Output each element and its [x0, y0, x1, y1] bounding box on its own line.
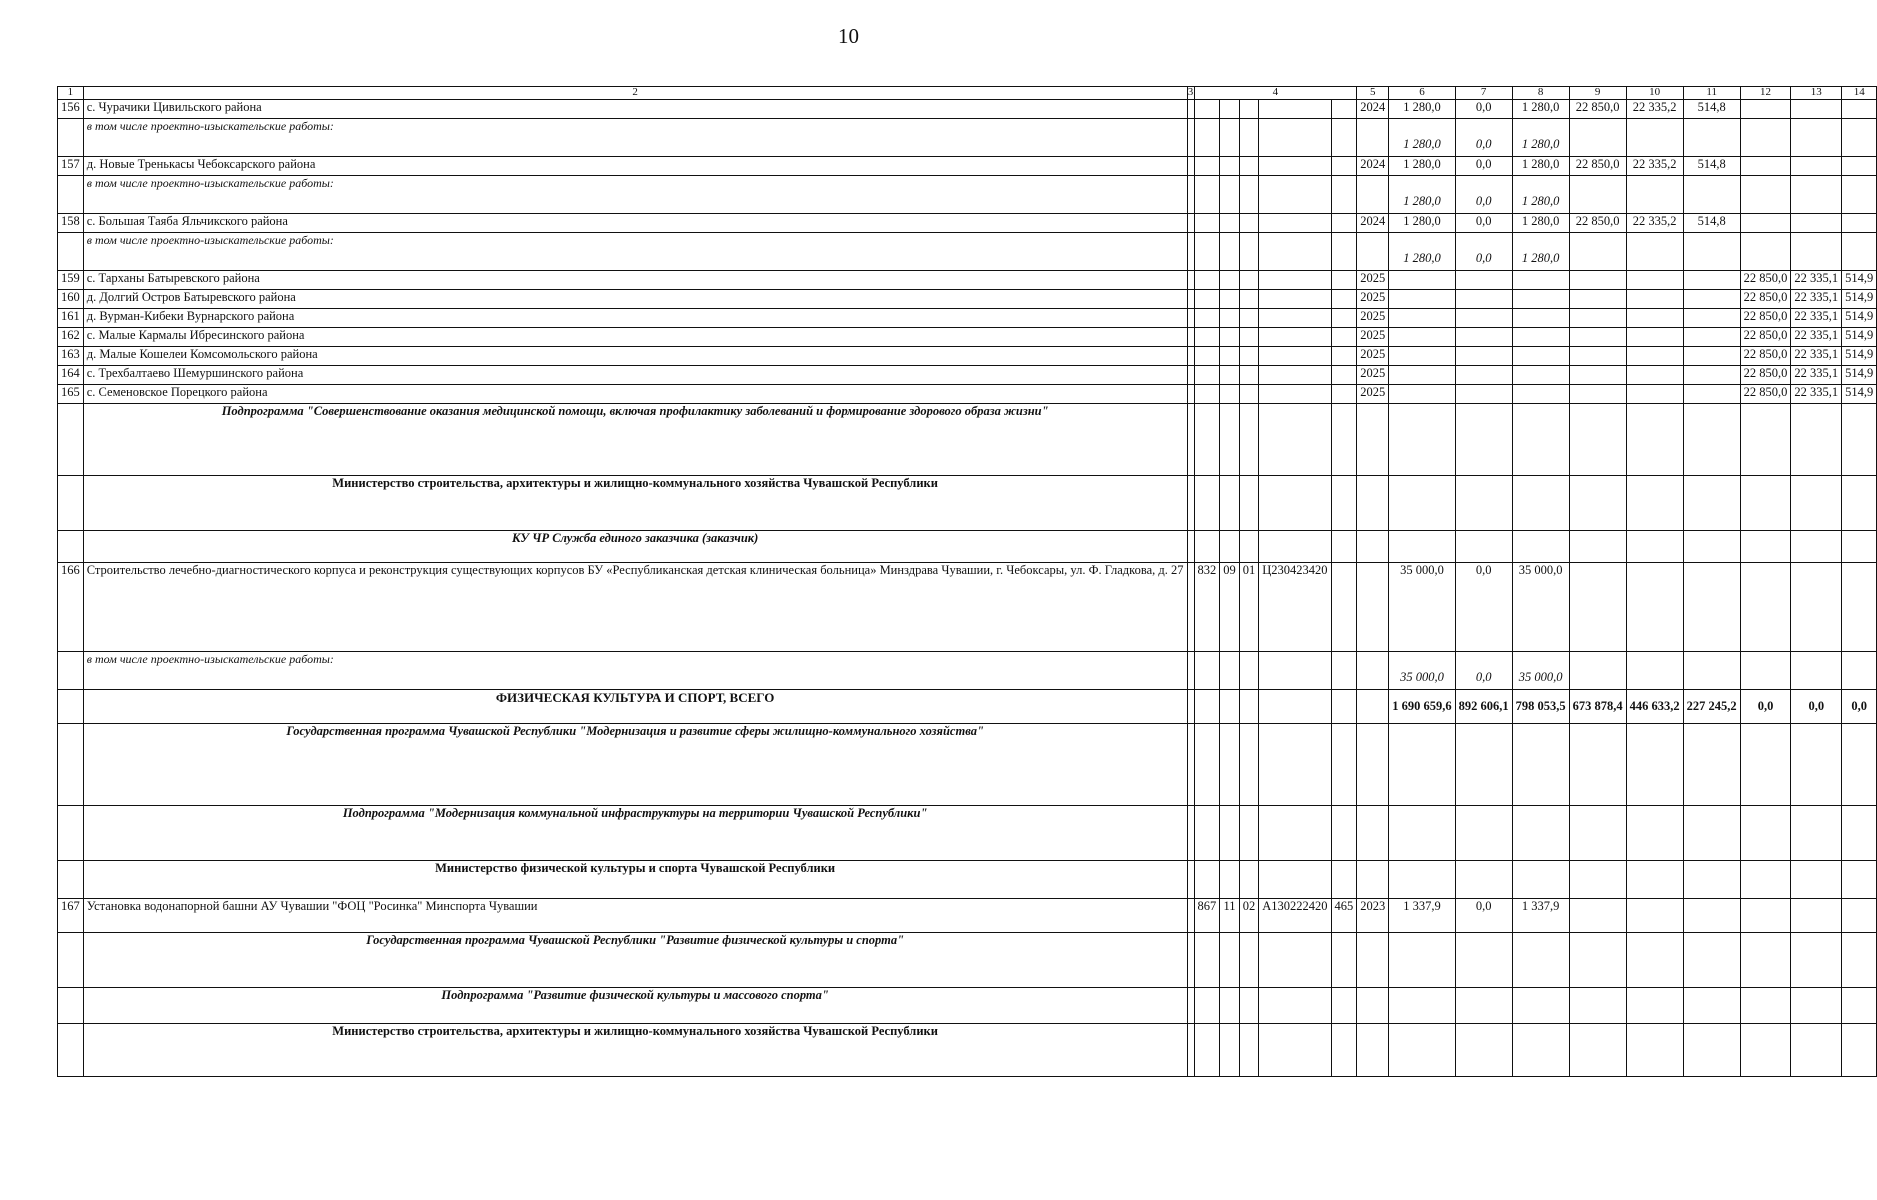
code-cell: 02 — [1239, 899, 1259, 933]
column-header-row — [58, 87, 1877, 100]
table-row — [58, 214, 1877, 233]
column-header: 12 — [1740, 87, 1791, 100]
code-cell: 11 — [1220, 899, 1240, 933]
column-header: 9 — [1569, 87, 1626, 100]
table-row — [58, 176, 1877, 214]
table-row — [58, 563, 1877, 652]
table-row — [58, 385, 1877, 404]
section-row — [58, 531, 1877, 563]
column-header: 8 — [1512, 87, 1569, 100]
value-cell: 22 335,1 — [1791, 347, 1842, 366]
value-cell: 22 335,2 — [1626, 100, 1683, 119]
column-header: 2 — [83, 87, 1187, 100]
year-cell: 2025 — [1357, 328, 1389, 347]
total-value: 0,0 — [1740, 690, 1791, 724]
subprogram-heading: Подпрограмма "Развитие физической культуры и массового спорта" — [83, 988, 1187, 1024]
value-cell: 514,8 — [1683, 157, 1740, 176]
object-name: д. Вурман-Кибеки Вурнарского района — [83, 309, 1187, 328]
subprogram-heading: Подпрограмма "Совершенствование оказания медицинской помощи, включая профилактику заболеваний и формирование здорового образа жизни" — [83, 404, 1187, 476]
value-cell: 22 850,0 — [1740, 271, 1791, 290]
total-row — [58, 690, 1877, 724]
column-header: 1 — [58, 87, 84, 100]
column-header: 14 — [1842, 87, 1877, 100]
value-cell: 22 335,1 — [1791, 290, 1842, 309]
value-cell: 514,8 — [1683, 100, 1740, 119]
table-row — [58, 652, 1877, 690]
ministry-heading: Министерство строительства, архитектуры и жилищно-коммунального хозяйства Чувашской Республики — [83, 476, 1187, 531]
customer-heading: КУ ЧР Служба единого заказчика (заказчик) — [83, 531, 1187, 563]
value-cell: 0,0 — [1455, 176, 1512, 214]
value-cell: 1 280,0 — [1512, 233, 1569, 271]
year-cell: 2025 — [1357, 290, 1389, 309]
total-value: 798 053,5 — [1512, 690, 1569, 724]
section-row — [58, 476, 1877, 531]
object-name: с. Семеновское Порецкого района — [83, 385, 1187, 404]
year-cell: 2025 — [1357, 366, 1389, 385]
total-value: 1 690 659,6 — [1389, 690, 1455, 724]
year-cell: 2023 — [1357, 899, 1389, 933]
column-header: 3 — [1187, 86, 1194, 98]
value-cell: 22 850,0 — [1569, 214, 1626, 233]
object-name: с. Малые Кармалы Ибресинского района — [83, 328, 1187, 347]
row-number: 163 — [58, 347, 84, 366]
code-cell: 867 — [1194, 899, 1220, 933]
column-header: 5 — [1357, 87, 1389, 100]
total-value: 446 633,2 — [1626, 690, 1683, 724]
code-cell: 09 — [1220, 563, 1240, 652]
value-cell: 1 280,0 — [1389, 100, 1455, 119]
year-cell: 2025 — [1357, 385, 1389, 404]
value-cell: 0,0 — [1455, 652, 1512, 690]
code-cell: Ц230423420 — [1259, 563, 1331, 652]
total-value: 892 606,1 — [1455, 690, 1512, 724]
value-cell: 1 280,0 — [1389, 214, 1455, 233]
budget-table — [57, 86, 1877, 1077]
value-cell: 1 280,0 — [1389, 157, 1455, 176]
note-label: в том числе проектно-изыскательские работы: — [83, 233, 1187, 271]
row-number: 161 — [58, 309, 84, 328]
object-name: Строительство лечебно-диагностического корпуса и реконструкция существующих корпусов БУ «Республиканская детская клиническая больница» Минздрава Чувашии, г. Чебоксары, ул. Ф. Гладкова, д. 27 — [83, 563, 1187, 652]
row-number: 166 — [58, 563, 84, 652]
section-row — [58, 724, 1877, 806]
value-cell: 22 850,0 — [1569, 100, 1626, 119]
column-header: 6 — [1389, 87, 1455, 100]
total-label: ФИЗИЧЕСКАЯ КУЛЬТУРА И СПОРТ, ВСЕГО — [83, 690, 1187, 724]
note-label: в том числе проектно-изыскательские работы: — [83, 119, 1187, 157]
total-value: 673 878,4 — [1569, 690, 1626, 724]
value-cell: 35 000,0 — [1389, 563, 1455, 652]
value-cell: 514,8 — [1683, 214, 1740, 233]
object-name: Установка водонапорной башни АУ Чувашии "ФОЦ "Росинка" Минспорта Чувашии — [83, 899, 1187, 933]
column-header: 4 — [1194, 87, 1357, 100]
table-row — [58, 347, 1877, 366]
value-cell: 514,9 — [1842, 328, 1877, 347]
value-cell: 35 000,0 — [1512, 563, 1569, 652]
section-row — [58, 404, 1877, 476]
value-cell: 22 850,0 — [1740, 309, 1791, 328]
total-value: 227 245,2 — [1683, 690, 1740, 724]
value-cell: 22 850,0 — [1740, 347, 1791, 366]
year-cell: 2025 — [1357, 309, 1389, 328]
object-name: с. Большая Таяба Яльчикского района — [83, 214, 1187, 233]
column-header: 7 — [1455, 87, 1512, 100]
program-heading: Государственная программа Чувашской Республики "Модернизация и развитие сферы жилищно-коммунального хозяйства" — [83, 724, 1187, 806]
subprogram-heading: Подпрограмма "Модернизация коммунальной инфраструктуры на территории Чувашской Республики" — [83, 806, 1187, 861]
ministry-heading: Министерство строительства, архитектуры и жилищно-коммунального хозяйства Чувашской Республики — [83, 1024, 1187, 1077]
program-heading: Государственная программа Чувашской Республики "Развитие физической культуры и спорта" — [83, 933, 1187, 988]
section-row — [58, 1024, 1877, 1077]
value-cell: 1 337,9 — [1389, 899, 1455, 933]
table-body — [58, 87, 1877, 1077]
value-cell: 22 335,1 — [1791, 366, 1842, 385]
value-cell: 1 280,0 — [1389, 233, 1455, 271]
value-cell: 0,0 — [1455, 563, 1512, 652]
value-cell: 22 335,1 — [1791, 385, 1842, 404]
value-cell: 514,9 — [1842, 347, 1877, 366]
value-cell: 514,9 — [1842, 385, 1877, 404]
value-cell: 1 280,0 — [1389, 119, 1455, 157]
code-cell: А130222420 — [1259, 899, 1331, 933]
row-number: 162 — [58, 328, 84, 347]
year-cell: 2024 — [1357, 214, 1389, 233]
value-cell: 1 280,0 — [1512, 119, 1569, 157]
value-cell: 22 850,0 — [1740, 328, 1791, 347]
value-cell: 0,0 — [1455, 899, 1512, 933]
table-row — [58, 157, 1877, 176]
column-header: 11 — [1683, 87, 1740, 100]
value-cell: 0,0 — [1455, 100, 1512, 119]
value-cell: 0,0 — [1455, 119, 1512, 157]
row-number: 167 — [58, 899, 84, 933]
value-cell: 22 335,1 — [1791, 328, 1842, 347]
object-name: д. Долгий Остров Батыревского района — [83, 290, 1187, 309]
object-name: с. Тарханы Батыревского района — [83, 271, 1187, 290]
total-value: 0,0 — [1791, 690, 1842, 724]
object-name: д. Малые Кошелеи Комсомольского района — [83, 347, 1187, 366]
table-row — [58, 119, 1877, 157]
table-row — [58, 899, 1877, 933]
row-number: 165 — [58, 385, 84, 404]
page-number: 10 — [838, 24, 859, 48]
note-label: в том числе проектно-изыскательские работы: — [83, 652, 1187, 690]
row-number: 160 — [58, 290, 84, 309]
value-cell: 514,9 — [1842, 366, 1877, 385]
column-header: 10 — [1626, 87, 1683, 100]
value-cell: 514,9 — [1842, 290, 1877, 309]
value-cell: 35 000,0 — [1512, 652, 1569, 690]
section-row — [58, 861, 1877, 899]
table-row — [58, 233, 1877, 271]
row-number: 164 — [58, 366, 84, 385]
year-cell: 2024 — [1357, 100, 1389, 119]
value-cell: 35 000,0 — [1389, 652, 1455, 690]
value-cell: 22 335,1 — [1791, 271, 1842, 290]
value-cell: 22 850,0 — [1569, 157, 1626, 176]
value-cell: 0,0 — [1455, 233, 1512, 271]
code-cell: 465 — [1331, 899, 1357, 933]
value-cell: 22 850,0 — [1740, 290, 1791, 309]
table-row — [58, 366, 1877, 385]
row-number: 157 — [58, 157, 84, 176]
ministry-heading: Министерство физической культуры и спорта Чувашской Республики — [83, 861, 1187, 899]
year-cell: 2024 — [1357, 157, 1389, 176]
row-number: 159 — [58, 271, 84, 290]
total-value: 0,0 — [1842, 690, 1877, 724]
value-cell: 514,9 — [1842, 271, 1877, 290]
value-cell: 22 335,2 — [1626, 214, 1683, 233]
code-cell: 01 — [1239, 563, 1259, 652]
code-cell: 832 — [1194, 563, 1220, 652]
object-name: с. Трехбалтаево Шемуршинского района — [83, 366, 1187, 385]
value-cell: 22 850,0 — [1740, 366, 1791, 385]
value-cell: 0,0 — [1455, 214, 1512, 233]
value-cell: 1 337,9 — [1512, 899, 1569, 933]
value-cell: 1 280,0 — [1512, 157, 1569, 176]
table-row — [58, 328, 1877, 347]
year-cell: 2025 — [1357, 347, 1389, 366]
value-cell: 1 280,0 — [1512, 176, 1569, 214]
value-cell: 22 335,2 — [1626, 157, 1683, 176]
column-header: 13 — [1791, 87, 1842, 100]
value-cell: 22 850,0 — [1740, 385, 1791, 404]
value-cell: 1 280,0 — [1512, 100, 1569, 119]
table-row — [58, 100, 1877, 119]
table-row — [58, 271, 1877, 290]
value-cell: 22 335,1 — [1791, 309, 1842, 328]
note-label: в том числе проектно-изыскательские работы: — [83, 176, 1187, 214]
section-row — [58, 988, 1877, 1024]
row-number: 156 — [58, 100, 84, 119]
value-cell: 514,9 — [1842, 309, 1877, 328]
section-row — [58, 933, 1877, 988]
section-row — [58, 806, 1877, 861]
table-row — [58, 309, 1877, 328]
value-cell: 1 280,0 — [1512, 214, 1569, 233]
object-name: с. Чурачики Цивильского района — [83, 100, 1187, 119]
year-cell: 2025 — [1357, 271, 1389, 290]
table-row — [58, 290, 1877, 309]
object-name: д. Новые Тренькасы Чебоксарского района — [83, 157, 1187, 176]
value-cell: 1 280,0 — [1389, 176, 1455, 214]
value-cell: 0,0 — [1455, 157, 1512, 176]
row-number: 158 — [58, 214, 84, 233]
